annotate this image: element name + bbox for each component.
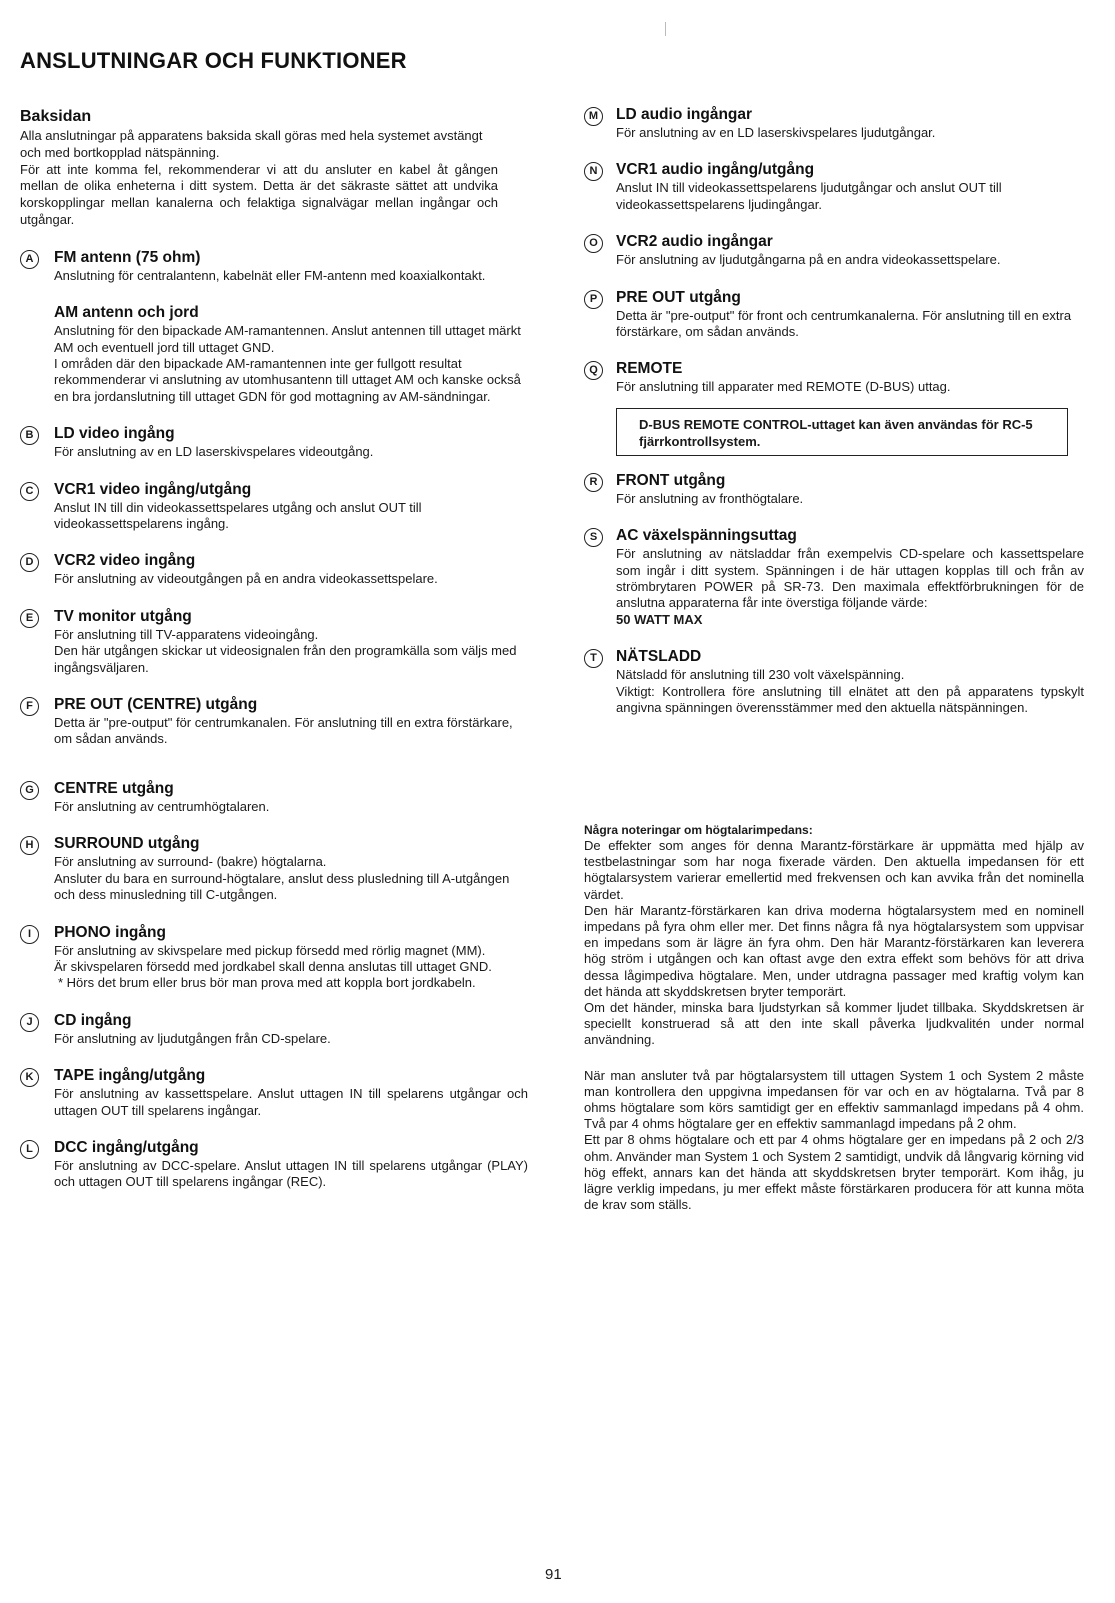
item-pre-out xyxy=(584,289,1084,341)
item-fm-antenna xyxy=(20,249,528,284)
item-title: VCR1 audio ingång/utgång xyxy=(616,161,815,179)
item-footnote: * Hörs det brum eller brus bör man prova med att koppla bort jordkabeln. xyxy=(58,975,476,991)
item-text: För anslutning av DCC-spelare. Anslut uttagen IN till spelarens utgångar (PLAY) och uttagen OUT till spelarens ingångar (REC). xyxy=(54,1157,528,1190)
item-ld-video xyxy=(20,425,528,460)
item-text: För anslutning av nätsladdar från exempelvis CD-spelare och kassettspelare som ingår i ditt system. Spänningen i de här uttagen kopplas till och från av strömbrytaren POWER på SR-73. Den maximala effektförbrukningen för de anslutna apparaterna får inte överstiga följande värde: xyxy=(616,546,1084,611)
item-title: LD audio ingångar xyxy=(616,106,753,123)
item-title: LD video ingång xyxy=(54,425,175,443)
item-dcc xyxy=(20,1139,528,1191)
letter-badge: K xyxy=(20,1068,39,1087)
item-text: Anslut IN till videokassettspelarens ljudutgångar och anslut OUT till videokassettspelarens ljudingångar. xyxy=(616,180,1002,212)
item-text: För anslutning av videoutgången på en andra videokassettspelare. xyxy=(54,571,438,587)
item-surround-output xyxy=(20,835,528,903)
item-text: Anslutning för den bipackade AM-ramantennen. Anslut antennen till uttaget märkt AM och eventuell jord till uttaget GND. xyxy=(54,323,521,355)
scan-mark xyxy=(665,22,666,36)
letter-badge: P xyxy=(584,290,603,309)
item-text: Viktigt: Kontrollera före anslutning till elnätet att den på apparatens typskylt angivna spänningen överensstämmer med den aktuella nätspänningen. xyxy=(616,683,1084,716)
item-vcr2-video xyxy=(20,552,528,587)
page-number: 91 xyxy=(545,1566,562,1583)
letter-badge: O xyxy=(584,234,603,253)
item-vcr1-video xyxy=(20,481,528,533)
notes-paragraph: Ett par 8 ohms högtalare och ett par 4 ohms högtalare ger en impedans på 2 och 2/3 ohm. Använder man System 1 och System 2 samtidigt, undvik då långvarig körning vid hög effekt, annars kan det hända att skyddskretsen bryter temporärt. Kom ihåg, ju lägre verklig impedans, ju mer effekt måste förstärkaren producera för att kunna möta de krav som ställs. xyxy=(584,1132,1084,1213)
letter-badge: S xyxy=(584,528,603,547)
letter-badge: N xyxy=(584,162,603,181)
impedance-notes xyxy=(584,823,1084,1213)
letter-badge: E xyxy=(20,609,39,628)
item-text: Ansluter du bara en surround-högtalare, anslut dess plusledning till A-utgången och dess minusledning till C-utgången. xyxy=(54,870,510,903)
notes-paragraph: Den här Marantz-förstärkaren kan driva moderna högtalarsystem med en nominell impedans på fyra ohm eller mer. Det finns några få nya högtalarsystem som uppvisar en impedans som är lägre än fyra ohm. Den här Marantz-förstärkaren kan leverera hög ström i utgången och kan oftast avge den extra effekt som behövs för att driva dessa lågimpediva högtalare. Men, under utdragna passager med kraftig volym kan det hända att skyddskretsen bryter temporärt. xyxy=(584,902,1084,999)
letter-badge: C xyxy=(20,482,39,501)
item-text: Anslutning för centralantenn, kabelnät eller FM-antenn med koaxialkontakt. xyxy=(54,267,486,283)
letter-badge: H xyxy=(20,836,39,855)
item-ld-audio xyxy=(584,106,1084,141)
item-title: SURROUND utgång xyxy=(54,835,200,853)
item-text: För anslutning av surround- (bakre) högtalarna. xyxy=(54,854,327,870)
letter-badge: F xyxy=(20,697,39,716)
item-title: VCR1 video ingång/utgång xyxy=(54,480,252,498)
item-text: För anslutning till apparater med REMOTE (D-BUS) uttag. xyxy=(616,379,951,395)
item-cd-input xyxy=(20,1012,528,1047)
item-title: TAPE ingång/utgång xyxy=(54,1067,206,1085)
letter-badge: R xyxy=(584,473,603,492)
item-tape xyxy=(20,1067,528,1119)
item-title: FM antenn (75 ohm) xyxy=(54,248,201,266)
item-title: CD ingång xyxy=(54,1011,132,1029)
item-am-antenna xyxy=(20,304,528,405)
item-title: AM antenn och jord xyxy=(54,304,199,322)
item-title: NÄTSLADD xyxy=(616,648,702,666)
item-text: För anslutning av skivspelare med pickup försedd med rörlig magnet (MM). xyxy=(54,942,486,958)
notes-paragraph: Om det händer, minska bara ljudstyrkan så kommer ljudet tillbaka. Skyddskretsen är speciellt konstruerad så att den inte skall påverka ljudkvalitén under normal användning. xyxy=(584,1000,1084,1048)
item-text: Nätsladd för anslutning till 230 volt växelspänning. xyxy=(616,667,905,683)
letter-badge: A xyxy=(20,250,39,269)
letter-badge: D xyxy=(20,553,39,572)
remote-note-box: D-BUS REMOTE CONTROL-uttaget kan även användas för RC-5 fjärrkontrollsystem. xyxy=(616,408,1068,456)
letter-badge: M xyxy=(584,107,603,126)
right-column xyxy=(584,106,1084,717)
item-text: Detta är "pre-output" för front och centrumkanalerna. För anslutning till en extra förstärkare, om sådan används. xyxy=(616,307,1072,340)
item-title: PRE OUT utgång xyxy=(616,288,741,306)
item-title: VCR2 audio ingångar xyxy=(616,233,773,251)
item-text: För anslutning av en LD laserskivspelares ljudutgångar. xyxy=(616,125,936,140)
item-title: PHONO ingång xyxy=(54,923,166,941)
item-ac-outlet xyxy=(584,527,1084,628)
item-remote xyxy=(584,360,1084,395)
item-phono-input xyxy=(20,924,528,992)
notes-paragraph: När man ansluter två par högtalarsystem till uttagen System 1 och System 2 måste man kontrollera den uppgivna impedansen för var och en av högtalarna. Två par 8 ohms högtalare som körs samtidigt ger en effektiv sammanlagd impedans på 4 ohm. Två par 4 ohms högtalare ger en effektiv sammanlagd impedans på 2 ohm. xyxy=(584,1067,1084,1132)
item-title: VCR2 video ingång xyxy=(54,552,196,570)
item-title: AC växelspänningsuttag xyxy=(616,527,797,545)
item-text: I områden där den bipackade AM-ramantennen inte ger fullgott resultat rekommenderar vi anslutning av utomhusantenn till uttaget AM och kanske också en bra jordanslutning till uttaget GDN för god mottagning av AM-sändningar. xyxy=(54,356,521,404)
letter-badge: G xyxy=(20,781,39,800)
item-text: För anslutning av ljudutgångarna på en andra videokassettspelare. xyxy=(616,252,1001,268)
letter-badge: Q xyxy=(584,361,603,380)
item-text: För anslutning av ljudutgången från CD-spelare. xyxy=(54,1030,331,1046)
item-text: För anslutning av centrumhögtalaren. xyxy=(54,798,270,814)
intro-paragraph-2: För att inte komma fel, rekommenderar vi att du ansluter en kabel åt gången mellan de olika enheterna i ditt system. Detta är det säkraste sättet att undvika korskopplingar mellan kanalerna och felaktiga signalvägar mellan ingångar och utgångar. xyxy=(20,161,498,227)
intro-paragraph-1: Alla anslutningar på apparatens baksida skall göras med hela systemet avstängt och med bortkopplad nätspänning. xyxy=(20,128,483,160)
notes-heading: Några noteringar om högtalarimpedans: xyxy=(584,823,813,837)
letter-badge: J xyxy=(20,1013,39,1032)
item-text: Detta är "pre-output" för centrumkanalen. För anslutning till en extra förstärkare, om sådan används. xyxy=(54,715,513,747)
item-title: DCC ingång/utgång xyxy=(54,1138,199,1156)
item-centre-output xyxy=(20,780,528,815)
section-heading-baksidan: Baksidan xyxy=(20,108,92,125)
item-pre-out-centre xyxy=(20,696,528,748)
item-title: CENTRE utgång xyxy=(54,779,174,797)
item-vcr2-audio xyxy=(584,233,1084,268)
item-text: För anslutning av kassettspelare. Anslut uttagen IN till spelarens utgångar och uttagen OUT till spelarens ingångar. xyxy=(54,1086,528,1118)
item-title: TV monitor utgång xyxy=(54,607,192,625)
item-text: För anslutning till TV-apparatens videoingång. xyxy=(54,626,319,642)
letter-badge: B xyxy=(20,426,39,445)
item-tv-monitor xyxy=(20,608,528,676)
item-title: PRE OUT (CENTRE) utgång xyxy=(54,696,258,714)
notes-paragraph: De effekter som anges för denna Marantz-förstärkare är uppmätta med hjälp av testbelastningar som har noga fixerade värden. Den aktuella impedansen för ett högtalarsystem varierar emellertid med frekvensen och kan avvika från det nominella värdet. xyxy=(584,838,1084,902)
item-text: Den här utgången skickar ut videosignalen från den programkälla som väljs med ingångsväljaren. xyxy=(54,643,517,675)
letter-badge: I xyxy=(20,925,39,944)
item-text: Är skivspelaren försedd med jordkabel skall denna anslutas till uttaget GND. xyxy=(54,958,492,974)
max-power-value: 50 WATT MAX xyxy=(616,611,703,627)
item-title: FRONT utgång xyxy=(616,471,726,489)
item-text: Anslut IN till din videokassettspelares utgång och anslut OUT till videokassettspelarens ingång. xyxy=(54,499,422,532)
item-vcr1-audio xyxy=(584,161,1084,213)
item-power-cord xyxy=(584,648,1084,716)
letter-badge: T xyxy=(584,649,603,668)
item-title: REMOTE xyxy=(616,360,683,378)
left-column xyxy=(20,108,528,1191)
page-title: ANSLUTNINGAR OCH FUNKTIONER xyxy=(20,48,407,73)
item-front-output xyxy=(584,472,1084,507)
item-text: För anslutning av fronthögtalare. xyxy=(616,490,804,506)
letter-badge: L xyxy=(20,1140,39,1159)
item-text: För anslutning av en LD laserskivspelares videoutgång. xyxy=(54,444,374,460)
